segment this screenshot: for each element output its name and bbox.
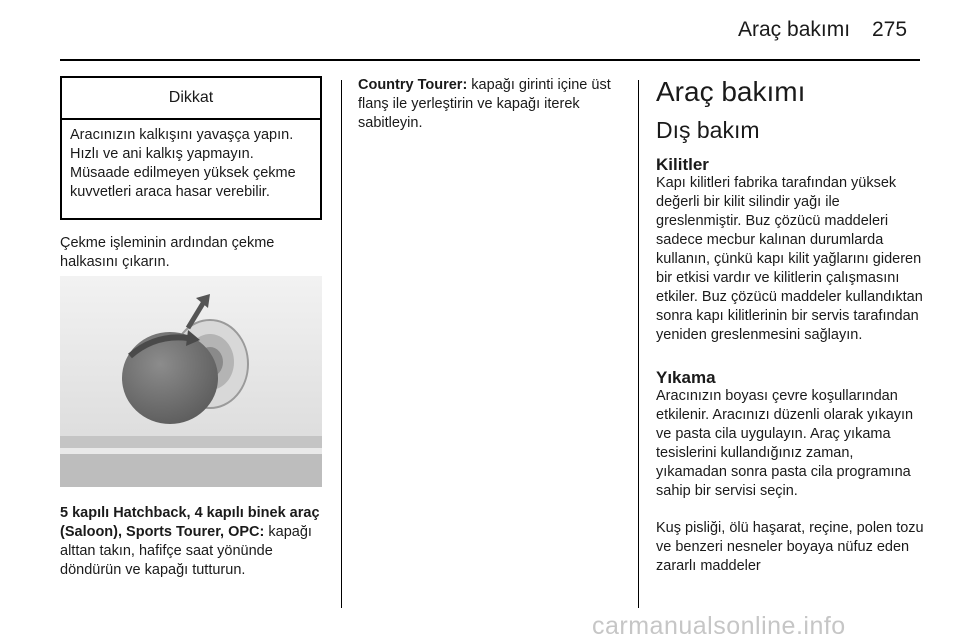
caution-heading: Dikkat — [62, 78, 320, 120]
page-number: 275 — [872, 18, 908, 41]
washing-text-continued: Kuş pisliği, ölü haşarat, reçine, polen tozu ve benzeri nesneler boyaya nüfuz eden zararlı maddeler — [656, 520, 924, 574]
caution-box — [60, 76, 322, 220]
column-divider-2 — [638, 80, 639, 608]
cover-illustration — [60, 276, 322, 487]
watermark: carmanualsonline.info — [592, 612, 846, 640]
column-divider-1 — [341, 80, 342, 608]
cover-installation-photo — [60, 276, 322, 487]
locks-text: Kapı kilitleri fabrika tarafından yüksek değerli bir kilit silindir yağı ile greslenmiştir. Buz çözücü maddeleri sadece mecbur kalınan durumlarda kullanın, çünkü kapı kilit yağlarını gideren bir etkisi vardır ve kilitlerin çalışmasını etkiler. Buz çözücü maddeler kullandıktan sonra kapı kilitlerinin bir servis tarafından yeniden greslenmesini sağlayın. — [656, 175, 923, 343]
washing-text: Aracınızın boyası çevre koşullarından etkilenir. Aracınızı düzenli olarak yıkayın ve pasta cila uygulayın. Araç yıkama tesislerini kullandığınız zaman, yıkamadan sonra pasta cila programına sahip bir servisi seçin. — [656, 388, 914, 499]
vehicle-variants-label: 5 kapılı Hatchback, 4 kapılı binek araç (Saloon), Sports Tourer, OPC: — [60, 505, 320, 540]
locks-heading: Kilitler — [656, 155, 709, 174]
country-tourer-label: Country Tourer: — [358, 77, 468, 93]
header-title: Araç bakımı — [738, 18, 851, 41]
section-heading: Araç bakımı — [656, 76, 806, 107]
country-tourer-instructions — [358, 76, 630, 133]
towing-eye-removal-text: Çekme işleminin ardından çekme halkasını çıkarın. — [60, 235, 275, 270]
caution-text: Aracınızın kalkışını yavaşça yapın. Hızlı ve ani kalkış yapmayın. Müsaade edilmeyen yüksek çekme kuvvetleri araca hasar verebilir. — [70, 127, 296, 200]
subsection-heading: Dış bakım — [656, 117, 760, 143]
header-rule — [60, 59, 920, 61]
country-tourer-text: kapağı girinti içine üst flanş ile yerleştirin ve kapağı iterek sabitleyin. — [358, 77, 611, 131]
washing-heading: Yıkama — [656, 368, 716, 387]
install-cover-text: kapağı alttan takın, hafifçe saat yönünde döndürün ve kapağı tutturun. — [60, 524, 312, 578]
install-cover-instructions — [60, 504, 326, 580]
